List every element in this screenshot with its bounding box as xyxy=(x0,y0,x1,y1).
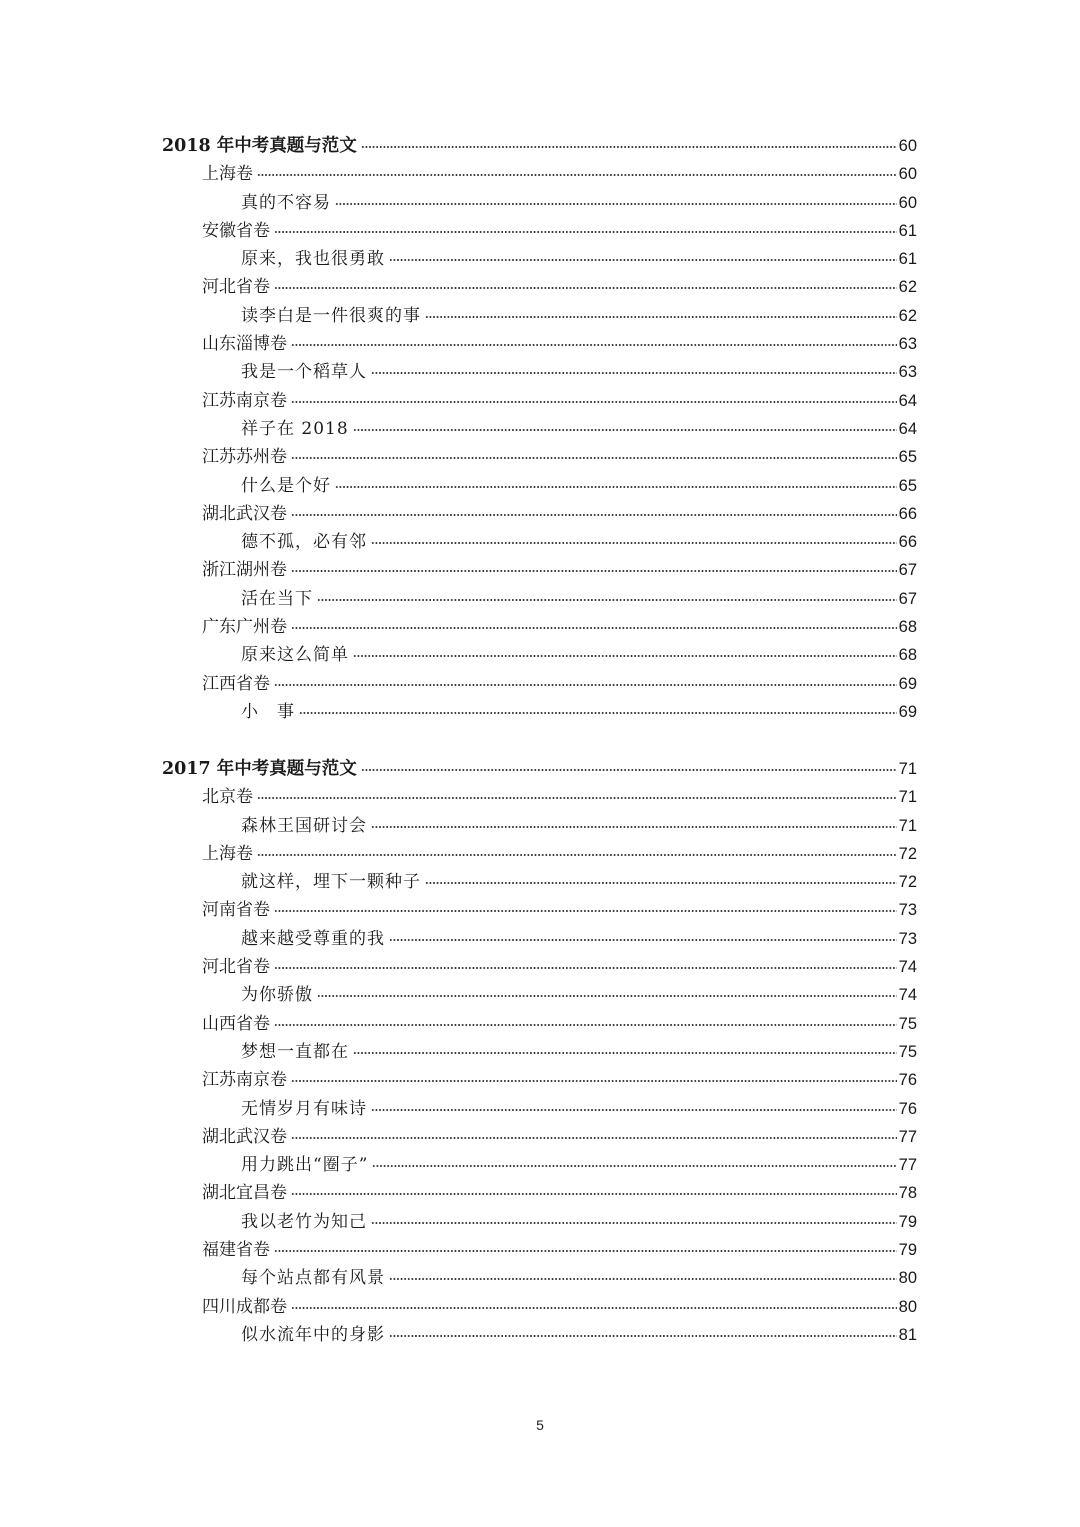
toc-entry-title: 江苏南京卷 xyxy=(202,1070,287,1091)
toc-entry-page: 80 xyxy=(898,1269,917,1288)
toc-entry-title: 每个站点都有风景 xyxy=(241,1268,385,1289)
toc-entry-page: 75 xyxy=(898,1014,917,1033)
toc-entry-title: 我是一个稻草人 xyxy=(241,362,367,383)
toc-entry-page: 71 xyxy=(898,816,917,835)
dot-leader xyxy=(291,1063,897,1083)
toc-entry-title: 北京卷 xyxy=(202,787,253,808)
page-number: 5 xyxy=(536,1417,544,1433)
toc-entry-page: 74 xyxy=(898,958,917,977)
dot-leader xyxy=(371,525,897,545)
dot-leader xyxy=(274,950,897,970)
toc-entry-page: 77 xyxy=(898,1156,917,1175)
dot-leader xyxy=(291,1176,897,1196)
dot-leader xyxy=(274,270,897,290)
dot-leader xyxy=(299,695,897,715)
dot-leader xyxy=(372,1148,896,1168)
toc-exam-entry[interactable] xyxy=(162,952,917,980)
toc-exam-entry[interactable] xyxy=(162,216,917,244)
dot-leader xyxy=(274,1233,897,1253)
toc-entry-title: 湖北武汉卷 xyxy=(202,1126,287,1147)
toc-entry-page: 64 xyxy=(898,419,917,438)
toc-entry-page: 80 xyxy=(898,1297,917,1316)
toc-essay-entry[interactable] xyxy=(162,301,917,329)
toc-entry-page: 60 xyxy=(898,165,917,184)
toc-entry-title: 江西省卷 xyxy=(202,673,270,694)
toc-exam-entry[interactable] xyxy=(162,1122,917,1150)
toc-entry-page: 73 xyxy=(898,901,917,920)
toc-essay-entry[interactable] xyxy=(162,811,917,839)
dot-leader xyxy=(389,1261,897,1281)
dot-leader xyxy=(291,553,897,573)
toc-exam-entry[interactable] xyxy=(162,612,917,640)
toc-entry-page: 68 xyxy=(898,646,917,665)
toc-entry-title: 什么是个好 xyxy=(241,475,331,496)
dot-leader xyxy=(257,837,897,857)
dot-leader xyxy=(389,1318,897,1338)
toc-essay-entry[interactable] xyxy=(162,584,917,612)
toc-exam-entry[interactable] xyxy=(162,1009,917,1037)
toc-entry-title: 读李白是一件很爽的事 xyxy=(241,305,421,326)
toc-entry-title: 梦想一直都在 xyxy=(241,1041,349,1062)
toc-entry-title: 湖北武汉卷 xyxy=(202,503,287,524)
dot-leader xyxy=(257,780,897,800)
toc-entry-title: 山西省卷 xyxy=(202,1013,270,1034)
toc-exam-entry[interactable] xyxy=(162,669,917,697)
toc-entry-page: 65 xyxy=(898,476,917,495)
toc-essay-entry[interactable] xyxy=(162,640,917,668)
toc-section-2017 xyxy=(162,754,917,1348)
dot-leader xyxy=(335,186,897,206)
toc-exam-entry[interactable] xyxy=(162,386,917,414)
toc-entry-title: 福建省卷 xyxy=(202,1240,270,1261)
toc-exam-entry[interactable] xyxy=(162,895,917,923)
toc-entry-title: 江苏南京卷 xyxy=(202,390,287,411)
toc-entry-page: 81 xyxy=(898,1325,917,1344)
toc-exam-entry[interactable] xyxy=(162,442,917,470)
toc-essay-entry[interactable] xyxy=(162,867,917,895)
toc-heading[interactable] xyxy=(162,131,917,159)
dot-leader xyxy=(425,865,897,885)
toc-entry-title: 原来这么简单 xyxy=(241,645,349,666)
toc-entry-page: 61 xyxy=(898,221,917,240)
toc-entry-page: 71 xyxy=(898,788,917,807)
toc-entry-title: 山东淄博卷 xyxy=(202,334,287,355)
toc-essay-entry[interactable] xyxy=(162,357,917,385)
toc-entry-page: 63 xyxy=(898,363,917,382)
toc-entry-page: 67 xyxy=(898,561,917,580)
dot-leader xyxy=(291,1290,897,1310)
toc-entry-title: 浙江湖州卷 xyxy=(202,560,287,581)
toc-entry-page: 77 xyxy=(898,1127,917,1146)
toc-entry-title: 为你骄傲 xyxy=(241,985,313,1006)
toc-essay-entry[interactable] xyxy=(162,414,917,442)
toc-entry-page: 72 xyxy=(898,873,917,892)
toc-entry-title: 真的不容易 xyxy=(241,192,331,213)
toc-entry-page: 79 xyxy=(898,1212,917,1231)
dot-leader xyxy=(317,978,897,998)
toc-entry-page: 71 xyxy=(898,760,917,778)
toc-entry-page: 63 xyxy=(898,335,917,354)
dot-leader xyxy=(274,214,897,234)
toc-entry-page: 72 xyxy=(898,844,917,863)
toc-exam-entry[interactable] xyxy=(162,272,917,300)
toc-entry-title: 上海卷 xyxy=(202,843,253,864)
dot-leader xyxy=(353,412,897,432)
dot-leader xyxy=(371,1205,897,1225)
toc-essay-entry[interactable] xyxy=(162,1263,917,1291)
toc-entry-title: 湖北宜昌卷 xyxy=(202,1183,287,1204)
toc-exam-entry[interactable] xyxy=(162,329,917,357)
toc-entry-page: 69 xyxy=(898,674,917,693)
dot-leader xyxy=(274,1007,897,1027)
toc-entry-title: 河南省卷 xyxy=(202,900,270,921)
dot-leader xyxy=(371,809,897,829)
toc-section-2018 xyxy=(162,131,917,725)
toc-entry-title: 用力跳出“圈子” xyxy=(241,1155,369,1176)
toc-entry-page: 73 xyxy=(898,929,917,948)
dot-leader xyxy=(361,752,897,772)
toc-entry-page: 62 xyxy=(898,306,917,325)
toc-exam-entry[interactable] xyxy=(162,1235,917,1263)
toc-essay-entry[interactable] xyxy=(162,188,917,216)
toc-entry-title: 原来，我也很勇敢 xyxy=(241,249,385,270)
toc-entry-title: 就这样，埋下一颗种子 xyxy=(241,872,421,893)
dot-leader xyxy=(353,1035,897,1055)
toc-entry-page: 62 xyxy=(898,278,917,297)
toc-entry-title: 河北省卷 xyxy=(202,957,270,978)
toc-entry-page: 67 xyxy=(898,589,917,608)
toc-entry-page: 60 xyxy=(898,137,917,155)
toc-entry-title: 我以老竹为知己 xyxy=(241,1211,367,1232)
toc-essay-entry[interactable] xyxy=(162,1150,917,1178)
toc-essay-entry[interactable] xyxy=(162,1037,917,1065)
toc-entry-title: 江苏苏州卷 xyxy=(202,447,287,468)
toc-entry-title: 越来越受尊重的我 xyxy=(241,928,385,949)
dot-leader xyxy=(291,1120,897,1140)
dot-leader xyxy=(257,157,897,177)
toc-entry-title: 祥子在 2018 xyxy=(241,418,349,439)
toc-exam-entry[interactable] xyxy=(162,1178,917,1206)
dot-leader xyxy=(353,638,897,658)
toc-entry-title: 广东广州卷 xyxy=(202,617,287,638)
toc-entry-title: 似水流年中的身影 xyxy=(241,1324,385,1345)
toc-exam-entry[interactable] xyxy=(162,839,917,867)
toc-essay-entry[interactable] xyxy=(162,1094,917,1122)
toc-exam-entry[interactable] xyxy=(162,1065,917,1093)
toc-entry-page: 60 xyxy=(898,193,917,212)
toc-essay-entry[interactable] xyxy=(162,980,917,1008)
dot-leader xyxy=(291,497,897,517)
toc-essay-entry[interactable] xyxy=(162,697,917,725)
toc-entry-page: 66 xyxy=(898,504,917,523)
dot-leader xyxy=(335,469,897,489)
toc-entry-title: 2018 年中考真题与范文 xyxy=(162,136,357,156)
toc-entry-page: 64 xyxy=(898,391,917,410)
dot-leader xyxy=(389,242,897,262)
toc-entry-page: 61 xyxy=(898,250,917,269)
dot-leader xyxy=(274,667,897,687)
toc-heading[interactable] xyxy=(162,754,917,782)
toc-exam-entry[interactable] xyxy=(162,555,917,583)
dot-leader xyxy=(274,893,897,913)
dot-leader xyxy=(291,440,897,460)
toc-entry-page: 76 xyxy=(898,1071,917,1090)
toc-entry-page: 65 xyxy=(898,448,917,467)
toc-entry-page: 75 xyxy=(898,1042,917,1061)
toc-entry-page: 66 xyxy=(898,533,917,552)
toc-exam-entry[interactable] xyxy=(162,499,917,527)
dot-leader xyxy=(389,922,897,942)
toc-essay-entry[interactable] xyxy=(162,924,917,952)
toc-exam-entry[interactable] xyxy=(162,1292,917,1320)
toc-entry-title: 安徽省卷 xyxy=(202,220,270,241)
toc-essay-entry[interactable] xyxy=(162,1320,917,1348)
toc-entry-title: 上海卷 xyxy=(202,164,253,185)
toc-essay-entry[interactable] xyxy=(162,527,917,555)
dot-leader xyxy=(371,355,897,375)
toc-essay-entry[interactable] xyxy=(162,1207,917,1235)
dot-leader xyxy=(317,582,897,602)
toc-entry-title: 活在当下 xyxy=(241,588,313,609)
toc-essay-entry[interactable] xyxy=(162,244,917,272)
toc-essay-entry[interactable] xyxy=(162,471,917,499)
dot-leader xyxy=(291,327,897,347)
toc-entry-title: 四川成都卷 xyxy=(202,1296,287,1317)
toc-entry-title: 德不孤，必有邻 xyxy=(241,532,367,553)
toc-entry-title: 小 事 xyxy=(241,701,295,722)
toc-entry-page: 69 xyxy=(898,702,917,721)
dot-leader xyxy=(361,129,897,149)
toc-entry-page: 78 xyxy=(898,1184,917,1203)
dot-leader xyxy=(371,1092,897,1112)
dot-leader xyxy=(425,299,897,319)
toc-exam-entry[interactable] xyxy=(162,782,917,810)
toc-entry-page: 68 xyxy=(898,618,917,637)
toc-exam-entry[interactable] xyxy=(162,159,917,187)
toc-entry-title: 2017 年中考真题与范文 xyxy=(162,759,357,779)
toc-entry-title: 森林王国研讨会 xyxy=(241,815,367,836)
dot-leader xyxy=(291,610,897,630)
dot-leader xyxy=(291,384,897,404)
toc-entry-title: 无情岁月有味诗 xyxy=(241,1098,367,1119)
toc-entry-page: 74 xyxy=(898,986,917,1005)
toc-entry-title: 河北省卷 xyxy=(202,277,270,298)
toc-entry-page: 79 xyxy=(898,1241,917,1260)
toc-entry-page: 76 xyxy=(898,1099,917,1118)
